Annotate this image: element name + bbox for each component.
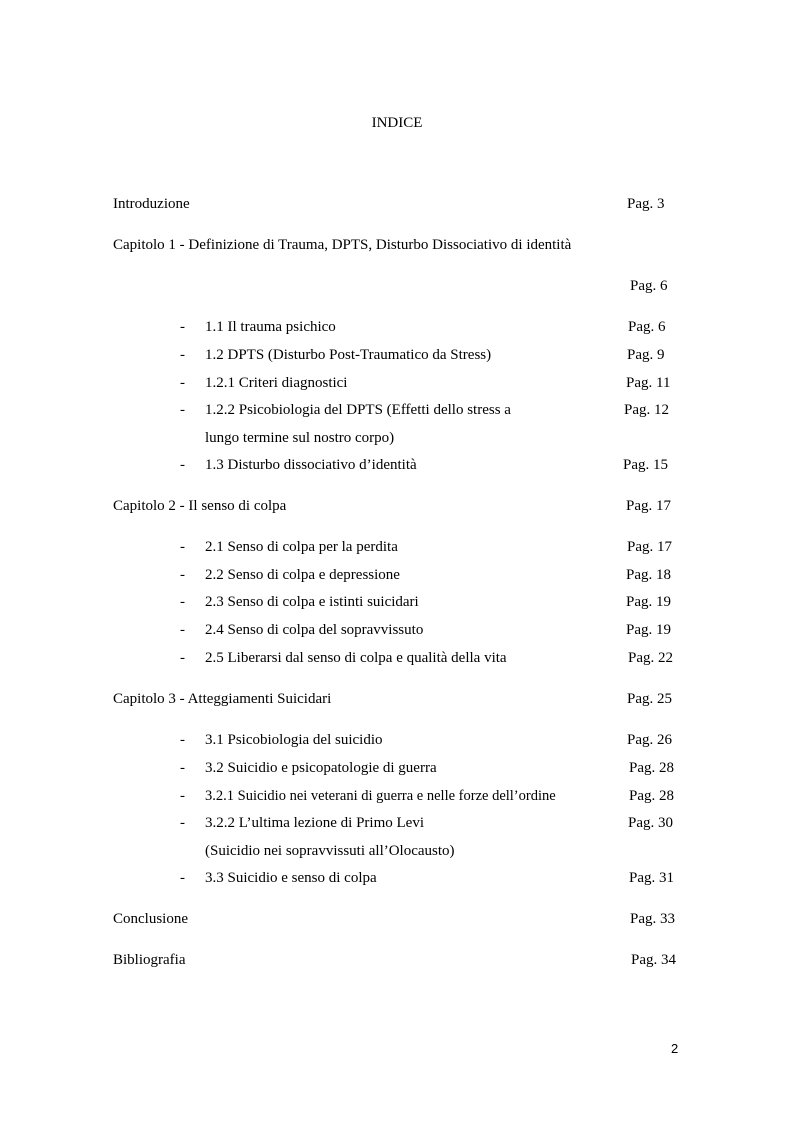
toc-entry-bibliografia: Bibliografia <box>113 952 186 968</box>
toc-dash: - <box>180 375 185 391</box>
toc-page-3-2-1: Pag. 28 <box>629 788 674 804</box>
toc-entry-1-3: 1.3 Disturbo dissociativo d’identità <box>205 457 417 473</box>
toc-page-2-3: Pag. 19 <box>626 594 671 610</box>
toc-page-capitolo-2: Pag. 17 <box>626 498 671 514</box>
toc-page-2-1: Pag. 17 <box>627 539 672 555</box>
toc-entry-2-4: 2.4 Senso di colpa del sopravvissuto <box>205 622 424 638</box>
toc-entry-capitolo-2: Capitolo 2 - Il senso di colpa <box>113 498 287 514</box>
toc-entry-1-1: 1.1 Il trauma psichico <box>205 319 336 335</box>
toc-dash: - <box>180 870 185 886</box>
toc-page-1-1: Pag. 6 <box>628 319 666 335</box>
toc-entry-introduzione: Introduzione <box>113 196 190 212</box>
toc-entry-3-2-2-continued: (Suicidio nei sopravvissuti all’Olocausto) <box>205 843 455 859</box>
toc-dash: - <box>180 457 185 473</box>
toc-dash: - <box>180 347 185 363</box>
toc-page-bibliografia: Pag. 34 <box>631 952 676 968</box>
toc-dash: - <box>180 319 185 335</box>
toc-page-3-3: Pag. 31 <box>629 870 674 886</box>
toc-entry-1-2-2-continued: lungo termine sul nostro corpo) <box>205 430 395 446</box>
toc-entry-capitolo-1: Capitolo 1 - Definizione di Trauma, DPTS, Disturbo Dissociativo di identità <box>113 237 572 253</box>
toc-page-3-1: Pag. 26 <box>627 732 672 748</box>
toc-dash: - <box>180 732 185 748</box>
toc-entry-2-2: 2.2 Senso di colpa e depressione <box>205 567 400 583</box>
toc-entry-3-3: 3.3 Suicidio e senso di colpa <box>205 870 377 886</box>
toc-dash: - <box>180 539 185 555</box>
toc-page-conclusione: Pag. 33 <box>630 911 675 927</box>
page-title: INDICE <box>371 115 423 131</box>
toc-page-introduzione: Pag. 3 <box>627 196 665 212</box>
toc-entry-1-2: 1.2 DPTS (Disturbo Post-Traumatico da Stress) <box>205 347 492 363</box>
toc-page-2-5: Pag. 22 <box>628 650 673 666</box>
toc-dash: - <box>180 815 185 831</box>
toc-entry-2-5: 2.5 Liberarsi dal senso di colpa e qualità della vita <box>205 650 507 666</box>
toc-page-3-2: Pag. 28 <box>629 760 674 776</box>
toc-page-1-2: Pag. 9 <box>627 347 665 363</box>
page-number: 2 <box>671 1041 679 1056</box>
toc-entry-2-1: 2.1 Senso di colpa per la perdita <box>205 539 398 555</box>
toc-page-2-2: Pag. 18 <box>626 567 671 583</box>
toc-entry-3-2: 3.2 Suicidio e psicopatologie di guerra <box>205 760 437 776</box>
toc-dash: - <box>180 402 185 418</box>
toc-page-3-2-2: Pag. 30 <box>628 815 673 831</box>
toc-entry-3-2-2: 3.2.2 L’ultima lezione di Primo Levi <box>205 815 424 831</box>
toc-dash: - <box>180 594 185 610</box>
toc-entry-3-2-1: 3.2.1 Suicidio nei veterani di guerra e nelle forze dell’ordine <box>205 788 556 804</box>
toc-dash: - <box>180 622 185 638</box>
toc-page-capitolo-3: Pag. 25 <box>627 691 672 707</box>
toc-page-2-4: Pag. 19 <box>626 622 671 638</box>
toc-entry-1-2-2: 1.2.2 Psicobiologia del DPTS (Effetti dello stress a <box>205 402 511 418</box>
toc-entry-1-2-1: 1.2.1 Criteri diagnostici <box>205 375 348 391</box>
toc-page-1-2-1: Pag. 11 <box>626 375 671 391</box>
toc-page-1-3: Pag. 15 <box>623 457 668 473</box>
toc-entry-conclusione: Conclusione <box>113 911 188 927</box>
toc-dash: - <box>180 650 185 666</box>
toc-entry-capitolo-3: Capitolo 3 - Atteggiamenti Suicidari <box>113 691 332 707</box>
toc-entry-3-1: 3.1 Psicobiologia del suicidio <box>205 732 383 748</box>
toc-page-capitolo-1: Pag. 6 <box>630 278 668 294</box>
toc-dash: - <box>180 567 185 583</box>
toc-page-1-2-2: Pag. 12 <box>624 402 669 418</box>
toc-entry-2-3: 2.3 Senso di colpa e istinti suicidari <box>205 594 419 610</box>
toc-dash: - <box>180 788 185 804</box>
toc-dash: - <box>180 760 185 776</box>
